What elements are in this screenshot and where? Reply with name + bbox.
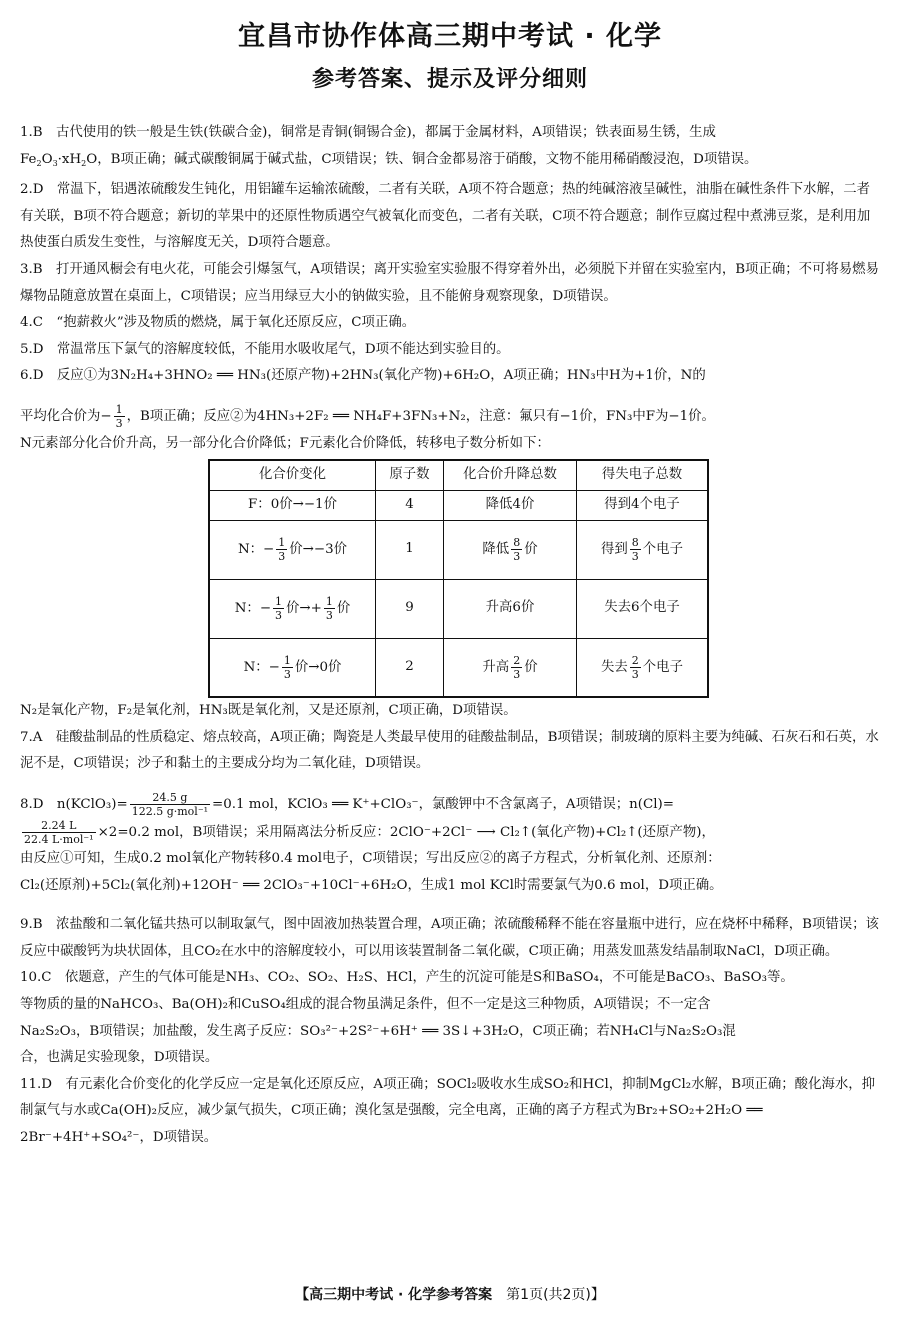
table-cell: 1 [376,520,444,579]
answer-item-5: 5.D 常温常压下氯气的溶解度较低，不能用水吸收尾气，D项不能达到实验目的。 [20,341,510,357]
table-cell: N：− $\frac{1}{3}$ 价→+ $\frac{1}{3}$ 价 [209,579,376,638]
fraction: $\frac{2}{3}$ [631,653,639,681]
table-cell: 降低4价 [444,490,577,520]
answer-item-4: 4.C “抱薪救火”涉及物质的燃烧，属于氧化还原反应，C项正确。 [20,315,416,331]
fraction: $\frac{2}{3}$ [513,653,521,681]
answer-item-1: 1.B 古代使用的铁一般是生铁(铁碳合金)，铜常是青铜(铜锡合金)，都属于金属材料，A项错误；铁表面易生锈，生成 $Fe_2O_3\cdot xH_2O$，B项正确；碱式碳酸铜属于碱式盐，C项错误；铁、铜合金都易溶于硝酸，文物不能用稀硝酸浸泡，D项错误。 [20,125,758,168]
table-cell: 4 [376,490,444,520]
answer-item-10-line2: 等物质的量的NaHCO₃、Ba(OH)₂和CuSO₄组成的混合物虽满足条件，但不一定是这三种物质，A项错误；不一定含 [20,997,711,1013]
fraction: $\frac{8}{3}$ [513,535,521,563]
answer-item-11: 11.D 有元素化合价变化的化学反应一定是氧化还原反应，A项正确；SOCl₂吸收水生成SO₂和HCl，抑制MgCl₂水解，B项正确；酸化海水，抑制氯气与水或Ca(OH)₂反应，减少氯气损失，C项正确；溴化氢是强酸，完全电离，正确的离子方程式为Br₂+SO₂+2H₂O ══ 2Br⁻+4H⁺+SO₄²⁻，D项错误。 [20,1076,876,1146]
table-header-row [209,460,708,490]
answer-list [20,120,882,1152]
answer-item-3: 3.B 打开通风橱会有电火花，可能会引爆氢气，A项错误；离开实验室实验服不得穿着外出，必须脱下并留在实验室内，B项正确；不可将易燃易爆物品随意放置在桌面上，C项错误；应当用绿豆大小的钠做实验，且不能俯身观察现象，D项错误。 [20,261,879,304]
answer-item-6-line1: 6.D 反应①为3N₂H₄+3HNO₂ ══ HN₃(还原产物)+2HN₃(氧化产物)+6H₂O，A项正确；HN₃中H为+1价，N的 [20,368,706,384]
answer-item-10-line3: Na₂S₂O₃，B项错误；加盐酸，发生离子反应：SO₃²⁻+2S²⁻+6H⁺ ══ 3S↓+3H₂O，C项正确；若NH₄Cl与Na₂S₂O₃混 [20,1023,736,1039]
answer-item-9: 9.B 浓盐酸和二氧化锰共热可以制取氯气，图中固液加热装置合理，A项正确；浓硫酸稀释不能在容量瓶中进行，应在烧杯中稀释，B项错误；该反应中碳酸钙为块状固体，且CO₂在水中的溶解度较小，可以用该装置制备二氧化碳，C项正确；用蒸发皿蒸发结晶制取NaCl，D项正确。 [20,917,879,959]
answer-item-8-line2: $\frac{2.24 L}{\text{22.4 L·mol⁻¹}}$ ×2=0.2 mol，B项错误；采用隔离法分析反应：2ClO⁻+2Cl⁻ ⟶ Cl₂↑(氧化产物)+Cl₂↑(还原产物)， [24,818,715,846]
table-row [209,520,708,579]
fraction: $\frac{1}{3}$ [275,594,283,622]
table-cell: 得到4个电子 [577,490,709,520]
page-subtitle: 参考答案、提示及评分细则 [311,67,588,92]
table-row [209,579,708,638]
table-cell: 降低 $\frac{8}{3}$ 价 [444,520,577,579]
table-header: 化合价变化 [209,460,376,490]
table-header: 原子数 [376,460,444,490]
table-cell: 9 [376,579,444,638]
table-row [209,490,708,520]
answer-item-10-line1: 10.C 依题意，产生的气体可能是NH₃、CO₂、SO₂、H₂S、HCl，产生的沉淀可能是S和BaSO₄，不可能是BaCO₃、BaSO₃等。 [20,970,794,986]
table-cell: F：0价→−1价 [209,490,376,520]
fraction: $\frac{1}{3}$ [115,402,123,430]
valence-table [208,459,709,698]
page-footer: 【高三期中考试 · 化学参考答案 第1页(共2页)】 [295,1287,605,1303]
answer-item-10-line4: 合，也满足实验现象，D项错误。 [20,1050,219,1066]
table-cell: 失去6个电子 [577,579,709,638]
answer-item-2: 2.D 常温下，铝遇浓硫酸发生钝化，用铝罐车运输浓硫酸，二者有关联，A项不符合题意；热的纯碱溶液呈碱性，油脂在碱性条件下水解，二者有关联，B项不符合题意；新切的苹果中的还原性物质遇空气被氧化而变色，二者有关联，C项不符合题意；制作豆腐过程中煮沸豆浆，是利用加热使蛋白质发生变性，与溶解度无关，D项符合题意。 [20,182,871,251]
fraction: $\frac{1}{3}$ [278,535,286,563]
table-row [209,638,708,697]
answer-item-7: 7.A 硅酸盐制品的性质稳定、熔点较高，A项正确；陶瓷是人类最早使用的硅酸盐制品，B项错误；制玻璃的原料主要为纯碱、石灰石和石英，水泥不是，C项错误；沙子和黏土的主要成分均为二氧化硅，D项错误。 [20,729,879,772]
table-cell: 2 [376,638,444,697]
table-cell: N：− $\frac{1}{3}$ 价→0价 [209,638,376,697]
fraction: $\frac{1}{3}$ [325,594,333,622]
answer-item-6-line2: 平均化合价为− $\frac{1}{3}$ ，B项正确；反应②为4HN₃+2F₂ ══ NH₄F+3FN₃+N₂，注意：氟只有−1价，FN₃中F为−1价。 [20,402,715,430]
answer-item-8-line3: 由反应①可知，生成0.2 mol氧化产物转移0.4 mol电子，C项错误；写出反应②的离子方程式，分析氧化剂、还原剂： [20,851,721,867]
fraction: $\frac{2.24 L}{\text{22.4 L·mol⁻¹}}$ [24,818,94,846]
answer-item-6-line4: N₂是氧化产物，F₂是氧化剂，HN₃既是氧化剂，又是还原剂，C项正确，D项错误。 [20,703,517,719]
fraction: $\frac{24.5 g}{\text{122.5 g·mol⁻¹}}$ [131,790,209,818]
page-title: 宜昌市协作体高三期中考试 · 化学 [237,21,663,52]
fraction: $\frac{1}{3}$ [283,653,291,681]
table-cell: 升高 $\frac{2}{3}$ 价 [444,638,577,697]
table-cell: N：− $\frac{1}{3}$ 价→−3价 [209,520,376,579]
answer-item-8-line1: 8.D n(KClO₃)= $\frac{24.5 g}{\text{122.5 g·mol⁻¹}}$ =0.1 mol，KClO₃ ══ K⁺+ClO₃⁻，氯酸钾中不含氯离子，A项错误；n(Cl)= [20,790,674,818]
table-cell: 得到 $\frac{8}{3}$ 个电子 [577,520,709,579]
table-cell: 升高6价 [444,579,577,638]
table-header: 得失电子总数 [577,460,709,490]
table-header: 化合价升降总数 [444,460,577,490]
answer-item-6-line3: N元素部分化合价升高，另一部分化合价降低；F元素化合价降低，转移电子数分析如下： [20,435,550,451]
answer-item-8-line4: Cl₂(还原剂)+5Cl₂(氧化剂)+12OH⁻ ══ 2ClO₃⁻+10Cl⁻+6H₂O，生成1 mol KCl时需要氯气为0.6 mol，D项正确。 [20,877,723,893]
table-cell: 失去 $\frac{2}{3}$ 个电子 [577,638,709,697]
fraction: $\frac{8}{3}$ [631,535,639,563]
